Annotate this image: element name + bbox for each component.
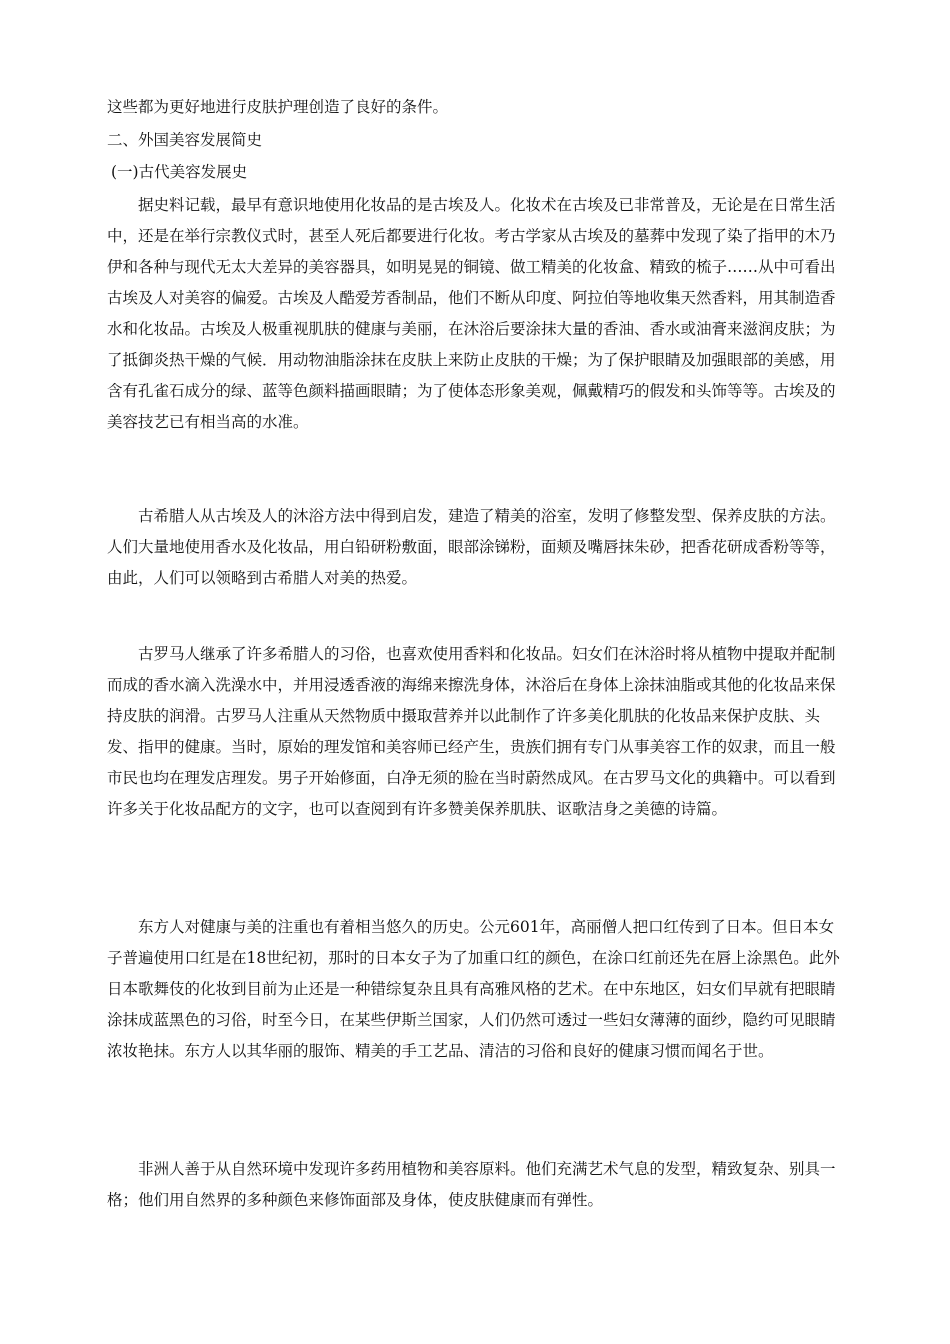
paragraph-ancient-rome: 古罗马人继承了许多希腊人的习俗，也喜欢使用香料和化妆品。妇女们在沐浴时将从植物中提取并配制而成的香水滴入洗澡水中，并用浸透香液的海绵来擦洗身体，沐浴后在身体上涂抹油脂或其他的化妆品来保持皮肤的润滑。古罗马人注重从天然物质中摄取营养并以此制作了许多美化肌肤的化妆品来保护皮肤、头发、指甲的健康。当时，原始的理发馆和美容师已经产生，贵族们拥有专门从事美容工作的奴隶，而且一般市民也均在理发店理发。男子开始修面，白净无须的脸在当时蔚然成风。在古罗马文化的典籍中。可以看到许多关于化妆品配方的文字，也可以查阅到有许多赞美保养肌肤、讴歌洁身之美德的诗篇。 (107, 645, 836, 818)
subsection-heading: (一)古代美容发展史 (111, 163, 248, 181)
intro-line: 这些都为更好地进行皮肤护理创造了良好的条件。 (107, 98, 449, 116)
paragraph-orient: 东方人对健康与美的注重也有着相当悠久的历史。公元601年，高丽僧人把口红传到了日本。但日本女子普遍使用口红是在18世纪初，那时的日本女子为了加重口红的颜色，在涂口红前还先在唇上涂黑色。此外日本歌舞伎的化妆到目前为止还是一种错综复杂且具有高雅风格的艺术。在中东地区，妇女们早就有把眼睛涂抹成蓝黑色的习俗，时至今日，在某些伊斯兰国家，人们仍然可透过一些妇女薄薄的面纱，隐约可见眼睛浓妆艳抹。东方人以其华丽的服饰、精美的手工艺品、清洁的习俗和良好的健康习惯而闻名于世。 (107, 918, 840, 1060)
paragraph-ancient-greece: 古希腊人从古埃及人的沐浴方法中得到启发，建造了精美的浴室，发明了修整发型、保养皮肤的方法。人们大量地使用香水及化妆品，用白铅研粉敷面，眼部涂锑粉，面颊及嘴唇抹朱砂，把香花研成香粉等等，由此，人们可以领略到古希腊人对美的热爱。 (107, 507, 836, 587)
paragraph-ancient-egypt: 据史料记载，最早有意识地使用化妆品的是古埃及人。化妆术在古埃及已非常普及，无论是在日常生活中，还是在举行宗教仪式时，甚至人死后都要进行化妆。考古学家从古埃及的墓葬中发现了染了指甲的木乃伊和各种与现代无太大差异的美容器具，如明晃晃的铜镜、做工精美的化妆盒、精致的梳子……从中可看出古埃及人对美容的偏爱。古埃及人酷爱芳香制品，他们不断从印度、阿拉伯等地收集天然香料，用其制造香水和化妆品。古埃及人极重视肌肤的健康与美丽，在沐浴后要涂抹大量的香油、香水或油膏来滋润皮肤；为了抵御炎热干燥的气候．用动物油脂涂抹在皮肤上来防止皮肤的干燥；为了保护眼睛及加强眼部的美感，用含有孔雀石成分的绿、蓝等色颜料描画眼睛；为了使体态形象美观，佩戴精巧的假发和头饰等等。古埃及的美容技艺已有相当高的水准。 (107, 196, 836, 431)
paragraph-africa: 非洲人善于从自然环境中发现许多药用植物和美容原料。他们充满艺术气息的发型，精致复杂、别具一格；他们用自然界的多种颜色来修饰面部及身体，使皮肤健康而有弹性。 (107, 1160, 836, 1209)
section-heading: 二、外国美容发展简史 (107, 131, 263, 149)
